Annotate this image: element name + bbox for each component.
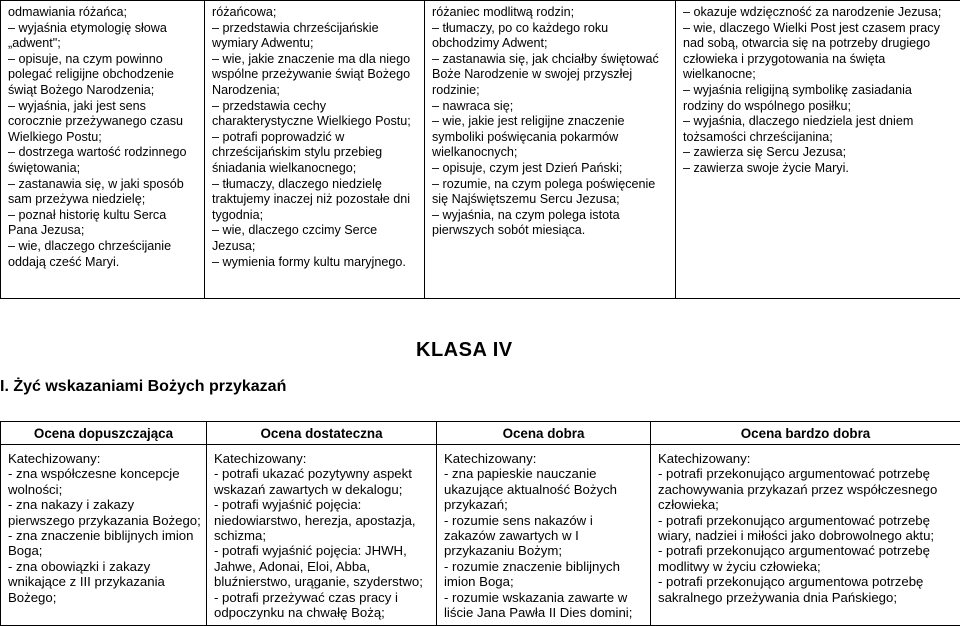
list-item: Katechizowany: xyxy=(8,451,202,466)
list-item: – dostrzega wartość rodzinnego świętowania; xyxy=(8,145,198,176)
competency-table-klasa-iv xyxy=(0,421,960,626)
list-item: – wie, dlaczego Wielki Post jest czasem pracy nad sobą, otwarcia się na potrzeby drugiego człowieka i przygotowania na święta wielkanocne; xyxy=(683,21,954,83)
section-title: I. Żyć wskazaniami Bożych przykazań xyxy=(0,378,286,396)
bottom-cell-4 xyxy=(651,445,960,626)
list-item: - rozumie znaczenie biblijnych imion Boga; xyxy=(444,559,646,590)
list-item: – wyjaśnia, jaki jest sens corocznie przeżywanego czasu Wielkiego Postu; xyxy=(8,99,198,146)
list-item: – zastanawia się, w jaki sposób sam przeżywa niedzielę; xyxy=(8,177,198,208)
list-item: – wymienia formy kultu maryjnego. xyxy=(212,255,418,271)
list-item: różańcowa; xyxy=(212,5,418,21)
list-item: - potrafi przekonująco argumentować potrzebę modlitwy w życiu człowieka; xyxy=(658,543,956,574)
list-item: Katechizowany: xyxy=(214,451,432,466)
list-item: – opisuje, czym jest Dzień Pański; xyxy=(432,161,669,177)
top-cell-1 xyxy=(1,1,205,299)
list-item: – wyjaśnia, dlaczego niedziela jest dniem tożsamości chrześcijanina; xyxy=(683,114,954,145)
bottom-cell-2 xyxy=(207,445,437,626)
list-item: – tłumaczy, dlaczego niedzielę traktujemy inaczej niż pozostałe dni tygodnia; xyxy=(212,177,418,224)
grade-header-bardzo-dobra: Ocena bardzo dobra xyxy=(651,422,960,445)
list-item: – przedstawia cechy charakterystyczne Wielkiego Postu; xyxy=(212,99,418,130)
list-item: – wie, jakie znaczenie ma dla niego wspólne przeżywanie świąt Bożego Narodzenia; xyxy=(212,52,418,99)
grade-header-dopuszczajaca: Ocena dopuszczająca xyxy=(1,422,207,445)
list-item: – tłumaczy, po co każdego roku obchodzimy Adwent; xyxy=(432,21,669,52)
competency-table-top xyxy=(0,0,960,299)
list-item: - potrafi przekonująco argumentowa potrzebę sakralnego przeżywania dnia Pańskiego; xyxy=(658,574,956,605)
grade-header-dostateczna: Ocena dostateczna xyxy=(207,422,437,445)
list-item: – wyjaśnia etymologię słowa „adwent"; xyxy=(8,21,198,52)
list-item: - rozumie wskazania zawarte w liście Jana Pawła II Dies domini; xyxy=(444,590,646,621)
top-cell-3 xyxy=(425,1,676,299)
list-item: – opisuje, na czym powinno polegać religijne obchodzenie świąt Bożego Narodzenia; xyxy=(8,52,198,99)
list-item: odmawiania różańca; xyxy=(8,5,198,21)
list-item: – zawierza się Sercu Jezusa; xyxy=(683,145,954,161)
list-item: – zawierza swoje życie Maryi. xyxy=(683,161,954,177)
list-item: - potrafi przekonująco argumentować potrzebę zachowywania przykazań przez współczesnego człowieka; xyxy=(658,466,956,512)
list-item: Katechizowany: xyxy=(658,451,956,466)
list-item: - rozumie sens nakazów i zakazów zawartych w I przykazaniu Bożym; xyxy=(444,513,646,559)
list-item: - zna nakazy i zakazy pierwszego przykazania Bożego; xyxy=(8,497,202,528)
top-cell-4 xyxy=(676,1,960,299)
top-cell-2 xyxy=(205,1,425,299)
class-title: KLASA IV xyxy=(416,339,513,362)
list-item: - potrafi ukazać pozytywny aspekt wskazań zawartych w dekalogu; xyxy=(214,466,432,497)
list-item: - potrafi przekonująco argumentować potrzebę wiary, nadziei i miłości jako dobrowolnego aktu; xyxy=(658,513,956,544)
list-item: – poznał historię kultu Serca Pana Jezusa; xyxy=(8,208,198,239)
list-item: – wyjaśnia, na czym polega istota pierwszych sobót miesiąca. xyxy=(432,208,669,239)
list-item: - zna współczesne koncepcje wolności; xyxy=(8,466,202,497)
grade-header-dobra: Ocena dobra xyxy=(437,422,651,445)
list-item: - zna papieskie nauczanie ukazujące aktualność Bożych przykazań; xyxy=(444,466,646,512)
list-item: – wie, jakie jest religijne znaczenie symboliki poświęcania pokarmów wielkanocnych; xyxy=(432,114,669,161)
list-item: – wie, dlaczego chrześcijanie oddają cześć Maryi. xyxy=(8,239,198,270)
list-item: - zna znaczenie biblijnych imion Boga; xyxy=(8,528,202,559)
bottom-cell-1 xyxy=(1,445,207,626)
list-item: – rozumie, na czym polega poświęcenie się Najświętszemu Sercu Jezusa; xyxy=(432,177,669,208)
bottom-cell-3 xyxy=(437,445,651,626)
list-item: - zna obowiązki i zakazy wnikające z III przykazania Bożego; xyxy=(8,559,202,605)
list-item: – zastanawia się, jak chciałby świętować Boże Narodzenie w swojej przyszłej rodzinie; xyxy=(432,52,669,99)
list-item: – potrafi poprowadzić w chrześcijańskim stylu przebieg śniadania wielkanocnego; xyxy=(212,130,418,177)
list-item: - potrafi wyjaśnić pojęcia: JHWH, Jahwe, Adonai, Eloi, Abba, bluźnierstwo, urąganie, szyderstwo; xyxy=(214,543,432,589)
list-item: - potrafi przeżywać czas pracy i odpoczynku na chwałę Bożą; xyxy=(214,590,432,621)
list-item: – wyjaśnia religijną symbolikę zasiadania rodziny do wspólnego posiłku; xyxy=(683,83,954,114)
list-item: – nawraca się; xyxy=(432,99,669,115)
list-item: różaniec modlitwą rodzin; xyxy=(432,5,669,21)
list-item: – okazuje wdzięczność za narodzenie Jezusa; xyxy=(683,5,954,21)
list-item: Katechizowany: xyxy=(444,451,646,466)
list-item: – przedstawia chrześcijańskie wymiary Adwentu; xyxy=(212,21,418,52)
list-item: - potrafi wyjaśnić pojęcia: niedowiarstwo, herezja, apostazja, schizma; xyxy=(214,497,432,543)
list-item: – wie, dlaczego czcimy Serce Jezusa; xyxy=(212,223,418,254)
